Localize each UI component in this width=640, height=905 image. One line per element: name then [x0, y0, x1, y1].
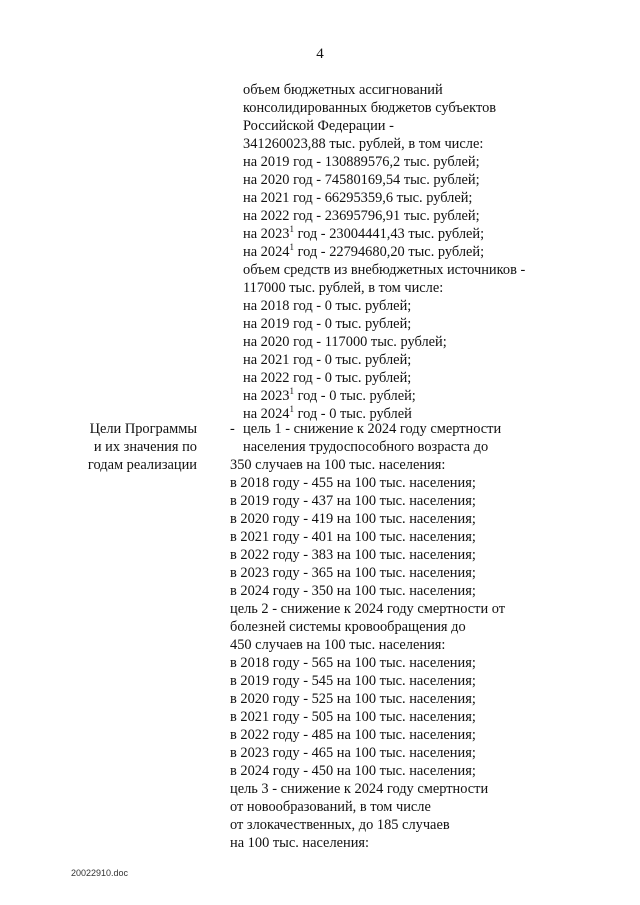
budget-line-text: год - 0 тыс. рублей	[293, 406, 412, 422]
budget-line: на 2021 год - 0 тыс. рублей;	[243, 352, 412, 368]
goal-line: цель 1 - снижение к 2024 году смертности	[243, 421, 502, 437]
budget-line	[243, 243, 525, 261]
budget-line-text: на 2023	[243, 226, 290, 242]
program-goals-block	[230, 420, 505, 852]
goal-line: в 2022 году - 485 на 100 тыс. населения;	[230, 727, 476, 743]
footnote-marker: 1	[289, 242, 294, 252]
goal-line: в 2020 году - 419 на 100 тыс. населения;	[230, 511, 476, 527]
budget-line	[243, 387, 525, 405]
budget-line: объем средств из внебюджетных источников -	[243, 262, 526, 278]
goal-line: в 2023 году - 365 на 100 тыс. населения;	[230, 565, 476, 581]
budget-line: на 2019 год - 130889576,2 тыс. рублей;	[243, 154, 480, 170]
budget-line: на 2021 год - 66295359,6 тыс. рублей;	[243, 190, 473, 206]
footnote-marker: 1	[289, 224, 294, 234]
budget-line-text: на 2024	[243, 244, 290, 260]
goal-line: в 2024 году - 450 на 100 тыс. населения;	[230, 763, 476, 779]
footnote-marker: 1	[289, 404, 294, 414]
budget-allocations-block	[243, 81, 525, 423]
budget-line-text: год - 23004441,43 тыс. рублей;	[293, 226, 485, 242]
budget-line-text: год - 0 тыс. рублей;	[293, 388, 416, 404]
goal-line: в 2021 году - 401 на 100 тыс. населения;	[230, 529, 476, 545]
goal-line: цель 3 - снижение к 2024 году смертности	[230, 781, 489, 797]
section-dash: -	[230, 421, 235, 437]
budget-line: 117000 тыс. рублей, в том числе:	[243, 280, 444, 296]
budget-line: на 2019 год - 0 тыс. рублей;	[243, 316, 412, 332]
goal-line: на 100 тыс. населения:	[230, 835, 370, 851]
goal-line: в 2018 году - 455 на 100 тыс. населения;	[230, 475, 476, 491]
goal-line: в 2024 году - 350 на 100 тыс. населения;	[230, 583, 476, 599]
goal-line: в 2018 году - 565 на 100 тыс. населения;	[230, 655, 476, 671]
section-label-program-goals	[77, 420, 197, 474]
budget-line-text: на 2024	[243, 406, 290, 422]
budget-line: на 2020 год - 117000 тыс. рублей;	[243, 334, 447, 350]
goal-line: цель 2 - снижение к 2024 году смертности от	[230, 601, 506, 617]
goal-line: населения трудоспособного возраста до	[243, 439, 489, 455]
goal-line: в 2022 году - 383 на 100 тыс. населения;	[230, 547, 476, 563]
goal-line: 450 случаев на 100 тыс. населения:	[230, 637, 446, 653]
footnote-marker: 1	[289, 386, 294, 396]
budget-line: на 2020 год - 74580169,54 тыс. рублей;	[243, 172, 480, 188]
section-label-line: Цели Программы	[89, 421, 197, 437]
budget-line: объем бюджетных ассигнований	[243, 82, 443, 98]
budget-line-text: на 2023	[243, 388, 290, 404]
goal-line: от злокачественных, до 185 случаев	[230, 817, 450, 833]
goal-line: в 2019 году - 545 на 100 тыс. населения;	[230, 673, 476, 689]
document-filename: 20022910.doc	[71, 868, 129, 878]
budget-line: консолидированных бюджетов субъектов	[243, 100, 497, 116]
budget-line	[243, 225, 525, 243]
section-label-line: годам реализации	[87, 457, 197, 473]
goal-line: от новообразований, в том числе	[230, 799, 431, 815]
budget-line: на 2018 год - 0 тыс. рублей;	[243, 298, 412, 314]
goal-line: в 2023 году - 465 на 100 тыс. населения;	[230, 745, 476, 761]
goal-line: болезней системы кровообращения до	[230, 619, 466, 635]
goal-line: в 2021 году - 505 на 100 тыс. населения;	[230, 709, 476, 725]
goal-line: в 2020 году - 525 на 100 тыс. населения;	[230, 691, 476, 707]
budget-line: 341260023,88 тыс. рублей, в том числе:	[243, 136, 484, 152]
goal-line: 350 случаев на 100 тыс. населения:	[230, 457, 446, 473]
budget-line: Российской Федерации -	[243, 118, 394, 134]
section-label-line: и их значения по	[93, 439, 197, 455]
goal-line: в 2019 году - 437 на 100 тыс. населения;	[230, 493, 476, 509]
budget-line-text: год - 22794680,20 тыс. рублей;	[293, 244, 485, 260]
page-number: 4	[316, 46, 324, 62]
budget-line: на 2022 год - 23695796,91 тыс. рублей;	[243, 208, 480, 224]
budget-line: на 2022 год - 0 тыс. рублей;	[243, 370, 412, 386]
